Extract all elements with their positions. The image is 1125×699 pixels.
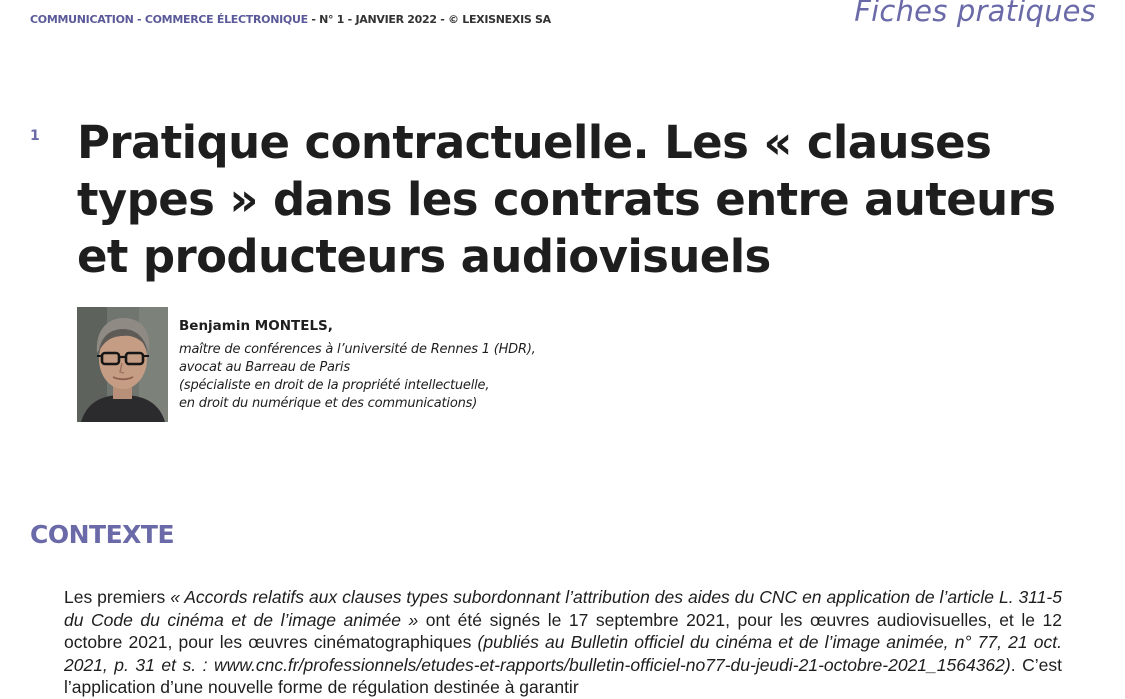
body-text-run: . C’est l’application d’une nouvelle forme de régulation destinée à garantir [64,654,1062,697]
author-photo [77,307,168,422]
body-paragraph [64,586,1062,699]
journal-name: COMMUNICATION - COMMERCE ÉLECTRONIQUE [30,13,308,26]
article-title: Pratique contractuelle. Les « clauses types » dans les contrats entre auteurs et producteurs audiovisuels [77,116,1056,283]
author-block [179,317,536,413]
author-affiliation-line: maître de conférences à l’université de Rennes 1 (HDR), [179,342,536,357]
body-italic-quote: « Accords relatifs aux clauses types subordonnant l’attribution des aides du CNC en application de l’article L. 311-5 du Code du cinéma et de l’image animée » [64,587,1062,630]
issue-info: N° 1 - JANVIER 2022 - © LEXISNEXIS SA [319,13,551,26]
running-header [30,13,551,26]
author-affiliation-line: (spécialiste en droit de la propriété intellectuelle, [179,378,490,393]
author-name: Benjamin MONTELS, [179,318,333,334]
section-heading-contexte: CONTEXTE [30,520,175,549]
body-italic-reference: (publiés au Bulletin officiel du cinéma et de l’image animée, n° 77, 21 oct. 2021, p. 31 et s. : www.cnc.fr/professionnels/etudes-et-rapports/bulletin-officiel-no77-du-jeudi-21-octobre-2021_1564362) [64,632,1062,675]
header-separator: - [307,13,320,26]
body-text-run: ont été signés le 17 septembre 2021, pour les œuvres audiovisuelles, et le 12 octobre 2021, pour les œuvres cinématographiques [64,609,1062,652]
article-number: 1 [30,128,40,144]
author-affiliation-line: en droit du numérique et des communications) [179,396,478,411]
section-label: Fiches pratiques [854,0,1096,28]
author-affiliation-line: avocat au Barreau de Paris [179,360,350,375]
body-text-run: Les premiers [64,587,171,607]
